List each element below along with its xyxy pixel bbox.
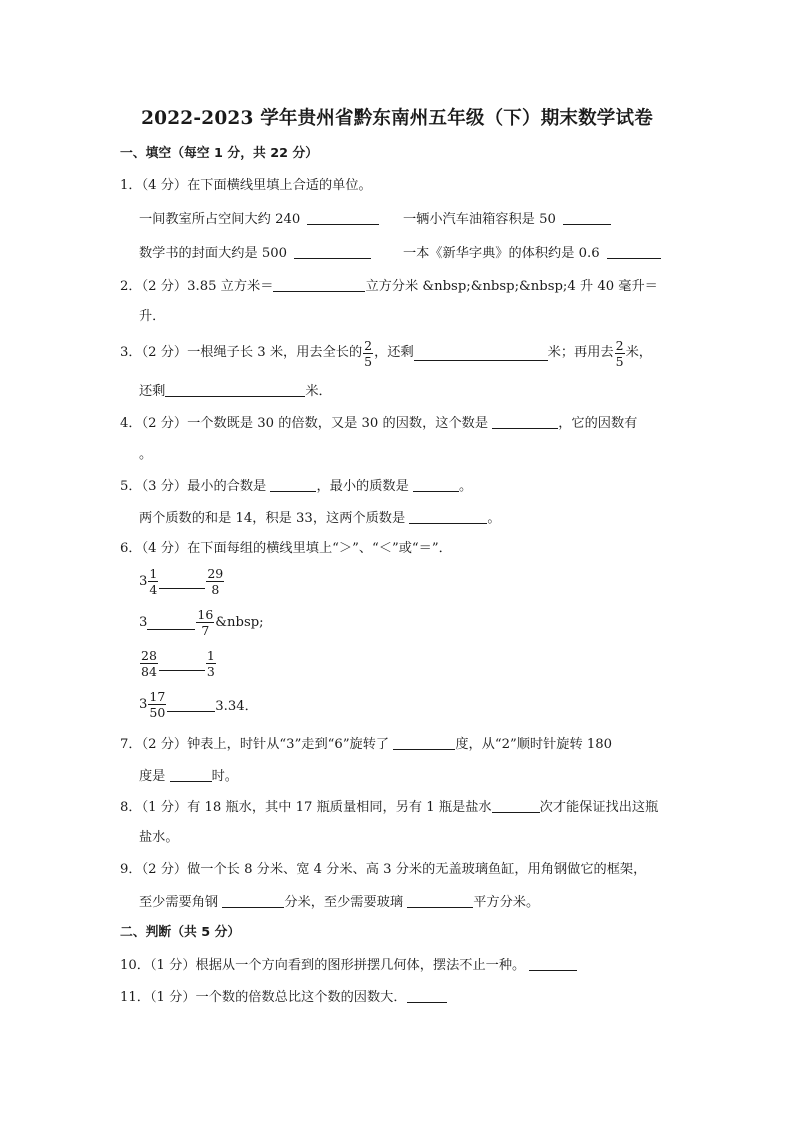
question-8-text-b: 次才能保证找出这瓶	[539, 800, 659, 815]
question-7-text-d: 时。	[211, 769, 238, 784]
answer-blank[interactable]	[159, 574, 205, 589]
question-2-line2: 升．	[139, 309, 166, 324]
question-3-text-e: 还剩	[139, 384, 166, 399]
question-9-text-c: 平方分米。	[473, 895, 540, 910]
answer-blank[interactable]	[294, 244, 371, 259]
question-6-stem: 6．（4 分）在下面每组的横线里填上“＞”、“＜”或“＝”．	[120, 541, 452, 556]
question-9-line1: 9．（2 分）做一个长 8 分米、宽 4 分米、高 3 分米的无盖玻璃鱼缸，用角钢做它的框架，	[120, 862, 647, 877]
question-9-text-b: 分米，至少需要玻璃	[284, 895, 408, 910]
answer-blank[interactable]	[413, 477, 459, 492]
fraction-denominator: 50	[149, 705, 166, 720]
fraction-denominator: 8	[211, 582, 220, 597]
fraction-numerator: 16	[197, 607, 214, 622]
fraction-denominator: 5	[615, 353, 624, 369]
question-6-row-3	[139, 648, 217, 679]
section-judgment-header: 二、判断（共 5 分）	[120, 925, 241, 940]
fraction	[363, 338, 373, 369]
answer-blank[interactable]	[492, 414, 558, 429]
answer-blank[interactable]	[529, 956, 577, 971]
question-3-text-d: 米，	[625, 345, 652, 360]
question-11-text: 11．（1 分）一个数的倍数总比这个数的因数大．	[120, 990, 407, 1005]
question-1a-text: 一间教室所占空间大约 240	[139, 212, 301, 227]
question-5-line1	[120, 477, 472, 496]
question-7-text-a: 7．（2 分）钟表上，时针从“3”走到“6”旋转了	[120, 737, 394, 752]
fraction	[615, 338, 625, 369]
question-6-row-1	[139, 566, 225, 597]
question-1d-text: 一本《新华字典》的体积约是 0.6	[403, 246, 600, 261]
answer-blank[interactable]	[307, 210, 379, 225]
question-9-line2	[139, 893, 539, 912]
question-2-line1	[120, 277, 658, 296]
answer-blank[interactable]	[407, 988, 447, 1003]
whole-number: 3	[139, 615, 148, 630]
question-4-text-b: ，它的因数有	[558, 416, 638, 431]
question-3-text-a: 3．（2 分）一根绳子长 3 米，用去全长的	[120, 345, 363, 360]
question-1c	[139, 244, 371, 263]
question-8-line1	[120, 798, 658, 817]
mixed-number-whole: 3	[139, 574, 148, 589]
question-5-text-d: 两个质数的和是 14，积是 33，这两个质数是	[139, 511, 410, 526]
question-4-line2: 。	[139, 447, 153, 462]
mixed-number-whole: 3	[139, 697, 148, 712]
fraction-denominator: 7	[201, 623, 210, 638]
fraction-denominator: 3	[206, 664, 215, 679]
question-1b	[403, 210, 611, 229]
fraction	[206, 566, 224, 597]
answer-blank[interactable]	[414, 346, 548, 361]
answer-blank[interactable]	[273, 277, 365, 292]
question-2-text-a: 2．（2 分）3.85 立方米＝	[120, 279, 274, 294]
question-5-line2	[139, 509, 501, 528]
question-4-text-a: 4．（2 分）一个数既是 30 的倍数，又是 30 的因数，这个数是	[120, 416, 493, 431]
question-6-row-2	[139, 607, 264, 638]
question-1d	[403, 244, 661, 263]
question-3-line2	[139, 382, 332, 401]
question-1b-text: 一辆小汽车油箱容积是 50	[403, 212, 556, 227]
answer-blank[interactable]	[165, 382, 305, 397]
fraction	[148, 566, 158, 597]
fraction-numerator: 2	[615, 337, 624, 353]
question-2-text-b: 立方分米 &nbsp;&nbsp;&nbsp;4 升 40 毫升＝	[365, 279, 658, 294]
fraction-numerator: 29	[207, 566, 224, 581]
question-1c-text: 数学书的封面大约是 500	[139, 246, 288, 261]
question-5-text-a: 5．（3 分）最小的合数是	[120, 479, 271, 494]
question-1-stem: 1．（4 分）在下面横线里填上合适的单位。	[120, 178, 372, 193]
question-1a	[139, 210, 379, 229]
answer-blank[interactable]	[393, 735, 455, 750]
section-fill-in-header: 一、填空（每空 1 分，共 22 分）	[120, 146, 319, 161]
fraction-denominator: 4	[149, 582, 158, 597]
answer-blank[interactable]	[492, 798, 540, 813]
fraction	[140, 648, 158, 679]
fraction	[196, 607, 214, 638]
question-7-line2	[139, 767, 238, 786]
question-7-text-c: 度是	[139, 769, 170, 784]
question-9-text-a: 至少需要角钢	[139, 895, 223, 910]
question-5-text-c: 。	[458, 479, 473, 494]
fraction-numerator: 17	[149, 689, 166, 704]
fraction-numerator: 1	[149, 566, 158, 581]
fraction	[206, 648, 216, 679]
answer-blank[interactable]	[170, 767, 212, 782]
question-3-text-b: ，还剩	[374, 345, 414, 360]
exam-title: 2022-2023 学年贵州省黔东南州五年级（下）期末数学试卷	[141, 108, 653, 129]
fraction-numerator: 1	[206, 648, 215, 663]
fraction	[148, 689, 166, 720]
question-8-text-a: 8．（1 分）有 18 瓶水，其中 17 瓶质量相同，另有 1 瓶是盐水	[120, 800, 492, 815]
fraction-numerator: 28	[141, 648, 157, 663]
answer-blank[interactable]	[147, 615, 195, 630]
question-3-line1	[120, 337, 652, 369]
answer-blank[interactable]	[563, 210, 611, 225]
question-7-text-b: 度，从“2”顺时针旋转 180	[455, 737, 613, 752]
question-4-line1	[120, 414, 637, 433]
question-6-row-4	[139, 689, 258, 720]
answer-blank[interactable]	[222, 893, 284, 908]
question-8-line2: 盐水。	[139, 830, 179, 845]
row-tail-text: 3.34．	[215, 699, 258, 714]
question-3-text-c: 米；再用去	[547, 345, 614, 360]
question-7-line1	[120, 735, 612, 754]
question-5-text-b: ，最小的质数是	[316, 479, 413, 494]
answer-blank[interactable]	[159, 656, 205, 671]
answer-blank[interactable]	[409, 509, 487, 524]
fraction-denominator: 84	[141, 664, 157, 679]
question-5-text-e: 。	[487, 511, 501, 526]
answer-blank[interactable]	[167, 697, 215, 712]
fraction-numerator: 2	[364, 337, 373, 353]
fraction-denominator: 5	[364, 353, 373, 369]
row-tail-text: &nbsp;	[215, 615, 264, 630]
question-10-text: 10．（1 分）根据从一个方向看到的图形拼摆几何体，摆法不止一种。	[120, 958, 530, 973]
question-11	[120, 988, 447, 1007]
question-10	[120, 956, 577, 975]
answer-blank[interactable]	[270, 477, 316, 492]
answer-blank[interactable]	[607, 244, 661, 259]
question-3-text-f: 米．	[305, 384, 332, 399]
answer-blank[interactable]	[407, 893, 473, 908]
